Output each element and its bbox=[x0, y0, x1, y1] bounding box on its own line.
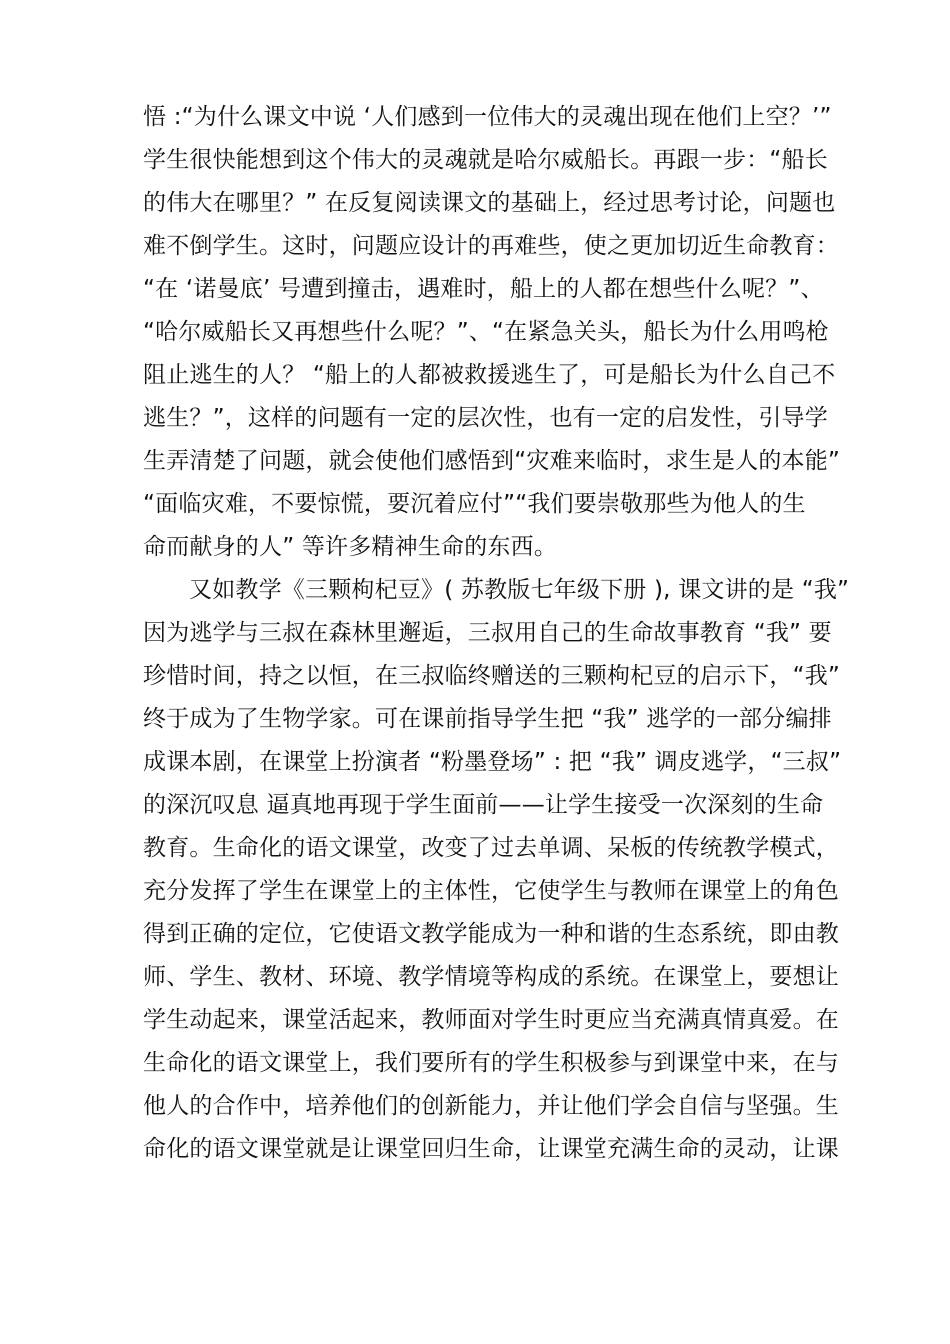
text-line: 因为逃学与三叔在森林里邂逅，三叔用自己的生命故事教育 “我” 要 bbox=[143, 620, 832, 646]
text-line: 成课本剧，在课堂上扮演者 “粉墨登场” : 把 “我” 调皮逃学，“三叔” bbox=[143, 749, 842, 775]
body-text bbox=[143, 96, 850, 1171]
text-line: “哈尔威船长又再想些什么呢？”、“在紧急关头，船长为什么用鸣枪 bbox=[143, 319, 829, 345]
text-line: 教育。生命化的语文课堂，改变了过去单调、呆板的传统教学模式， bbox=[143, 835, 839, 861]
text-line: 他人的合作中，培养他们的创新能力，并让他们学会自信与坚强。生 bbox=[143, 1093, 839, 1119]
text-line: “面临灾难，不要惊慌，要沉着应付”“我们要崇敬那些为他人的生 bbox=[143, 491, 806, 517]
text-line: 生弄清楚了问题，就会使他们感悟到“灾难来临时，求生是人的本能” bbox=[143, 448, 841, 474]
paragraph-start-line: 又如教学《三颗枸杞豆》( 苏教版七年级下册 ), 课文讲的是 “我” bbox=[189, 577, 850, 603]
text-line: “在 ‘诺曼底’ 号遭到撞击，遇难时，船上的人都在想些什么呢？”、 bbox=[143, 276, 824, 302]
text-line: 生命化的语文课堂上，我们要所有的学生积极参与到课堂中来，在与 bbox=[143, 1050, 839, 1076]
text-line: 终于成为了生物学家。可在课前指导学生把 “我” 逃学的一部分编排 bbox=[143, 706, 832, 732]
text-line: 的深沉叹息 逼真地再现于学生面前——让学生接受一次深刻的生命 bbox=[143, 792, 824, 818]
text-line: 得到正确的定位，它使语文教学能成为一种和谐的生态系统，即由教 bbox=[143, 921, 839, 947]
text-line: 命化的语文课堂就是让课堂回归生命，让课堂充满生命的灵动，让课 bbox=[143, 1136, 839, 1162]
text-line: 命而献身的人” 等许多精神生命的东西。 bbox=[143, 534, 558, 560]
text-line: 珍惜时间，持之以恒，在三叔临终赠送的三颗枸杞豆的启示下，“我” bbox=[143, 663, 841, 689]
text-line: 学生很快能想到这个伟大的灵魂就是哈尔威船长。再跟一步：“船长 bbox=[143, 147, 828, 173]
text-line: 难不倒学生。这时，问题应设计的再难些，使之更加切近生命教育： bbox=[143, 233, 839, 259]
text-line: 逃生？”，这样的问题有一定的层次性，也有一定的启发性，引导学 bbox=[143, 405, 828, 431]
text-line: 阻止逃生的人？ “船上的人都被救援逃生了，可是船长为什么自己不 bbox=[143, 362, 836, 388]
text-line: 学生动起来，课堂活起来，教师面对学生时更应当充满真情真爱。在 bbox=[143, 1007, 839, 1033]
text-line: 充分发挥了学生在课堂上的主体性，它使学生与教师在课堂上的角色 bbox=[143, 878, 839, 904]
text-line: 师、学生、教材、环境、教学情境等构成的系统。在课堂上，要想让 bbox=[143, 964, 839, 990]
text-line: 悟 :“为什么课文中说 ‘人们感到一位伟大的灵魂出现在他们上空？’” bbox=[143, 104, 832, 130]
text-line: 的伟大在哪里？” 在反复阅读课文的基础上，经过思考讨论，问题也 bbox=[143, 190, 836, 216]
